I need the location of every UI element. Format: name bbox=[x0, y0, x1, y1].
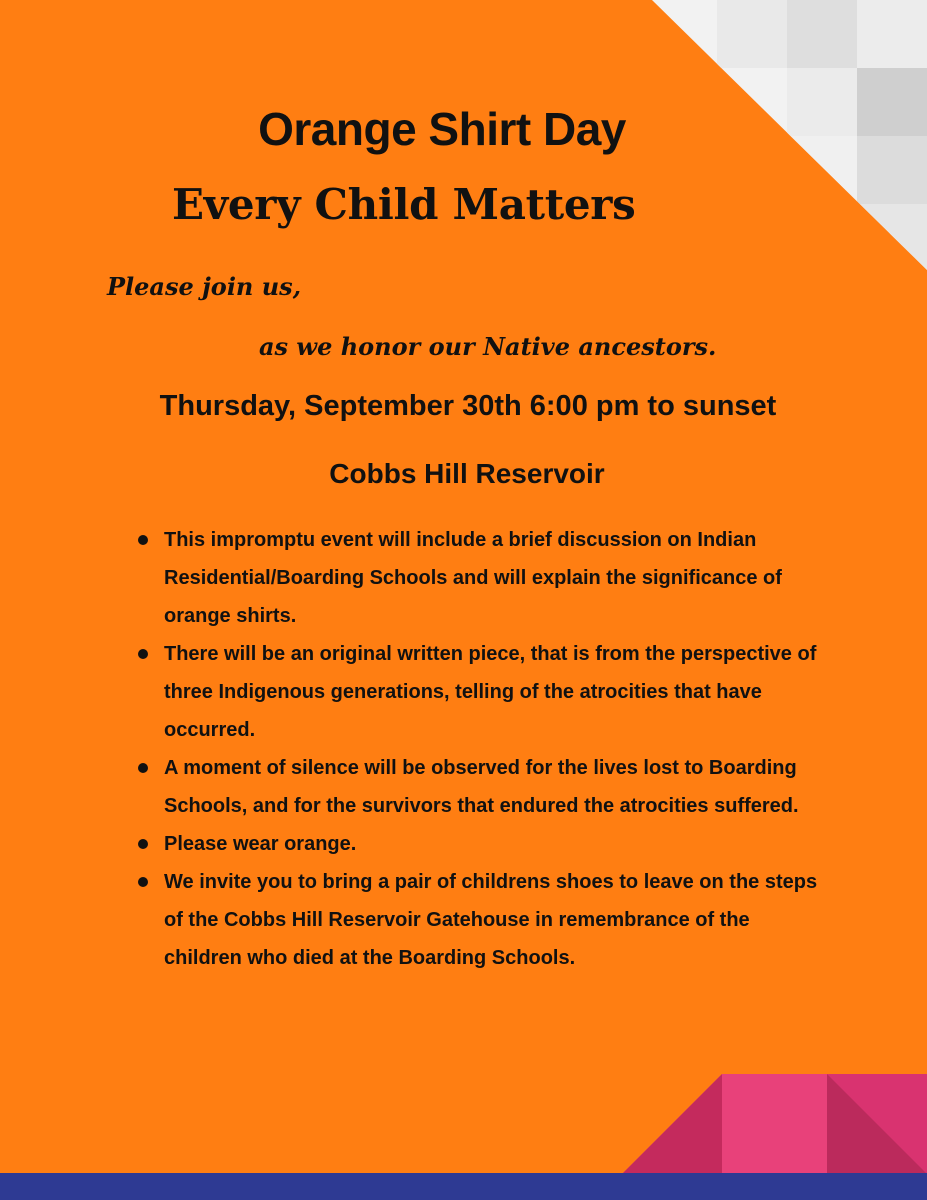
list-item bbox=[136, 825, 826, 863]
invitation-line-1: Please join us, bbox=[107, 272, 302, 301]
invitation-line-2: as we honor our Native ancestors. bbox=[259, 332, 717, 361]
subtitle: Every Child Matters bbox=[172, 180, 636, 229]
bullet-icon bbox=[138, 649, 148, 659]
event-details-list bbox=[136, 521, 826, 977]
list-item-text: We invite you to bring a pair of childrens shoes to leave on the steps of the Cobbs Hill Reservoir Gatehouse in remembrance of the children who died at the Boarding Schools. bbox=[164, 871, 818, 969]
event-location: Cobbs Hill Reservoir bbox=[329, 458, 605, 489]
event-datetime: Thursday, September 30th 6:00 pm to sunset bbox=[159, 390, 777, 422]
list-item-text: This impromptu event will include a brief discussion on Indian Residential/Boarding Schools and will explain the significance of orange shirts. bbox=[164, 529, 782, 627]
bullet-icon bbox=[138, 877, 148, 887]
list-item-text: A moment of silence will be observed for the lives lost to Boarding Schools, and for the survivors that endured the atrocities suffered. bbox=[164, 757, 799, 817]
list-item-text: There will be an original written piece, that is from the perspective of three Indigenous generations, telling of the atrocities that have occurred. bbox=[164, 643, 817, 741]
list-item bbox=[136, 635, 826, 749]
footer-bar bbox=[0, 1173, 927, 1200]
list-item bbox=[136, 521, 826, 635]
bullet-icon bbox=[138, 763, 148, 773]
bullet-icon bbox=[138, 839, 148, 849]
bullet-icon bbox=[138, 535, 148, 545]
list-item-text: Please wear orange. bbox=[164, 833, 357, 855]
list-item bbox=[136, 749, 826, 825]
list-item bbox=[136, 863, 826, 977]
page-title: Orange Shirt Day bbox=[258, 103, 626, 155]
decorative-block-bottom-right bbox=[622, 1074, 927, 1174]
